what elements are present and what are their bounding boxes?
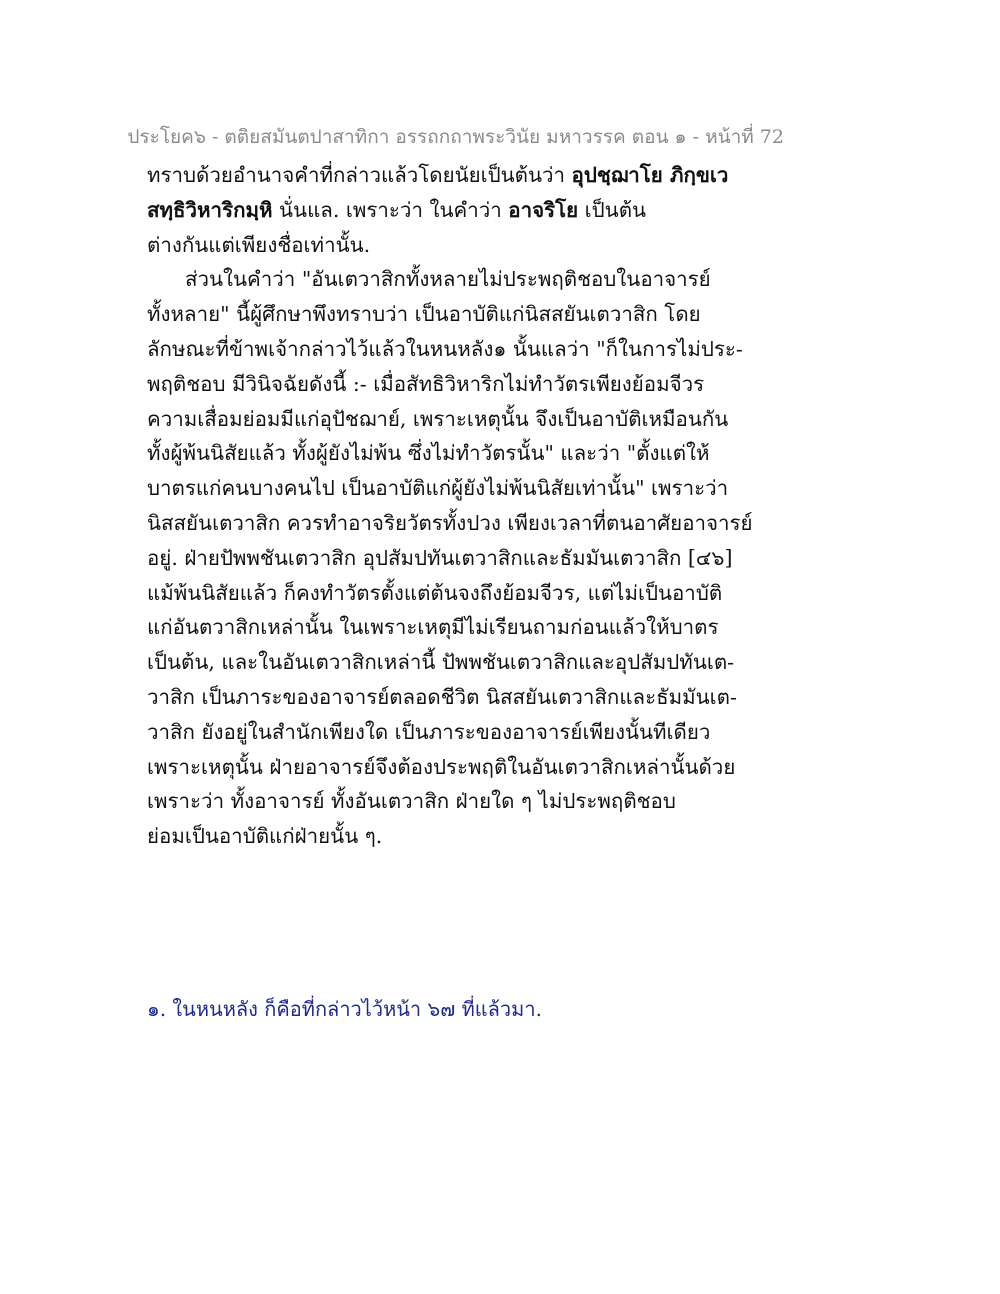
text-line: ลักษณะที่ข้าพเจ้ากล่าวไว้แล้วในหนหลัง๑ นั้นแลว่า "ก็ในการไม่ประ-	[147, 336, 743, 361]
text-line: ทราบด้วยอำนาจคำที่กล่าวแล้วโดยนัยเป็นต้นว่า อุปชฺฌาโย ภิกฺขเว	[147, 163, 729, 187]
text-line: อยู่. ฝ่ายปัพพชันเตวาสิก อุปสัมปทันเตวาสิกและธัมมันเตวาสิก [๔๖]	[147, 545, 733, 570]
text-line: เพราะเหตุนั้น ฝ่ายอาจารย์จึงต้องประพฤติในอันเตวาสิกเหล่านั้นด้วย	[147, 754, 736, 779]
text-line: พฤติชอบ มีวินิจฉัยดังนี้ :- เมื่อสัทธิวิหาริกไม่ทำวัตรเพียงย้อมจีวร	[147, 371, 705, 396]
text-line: วาสิก ยังอยู่ในสำนักเพียงใด เป็นภาระของอาจารย์เพียงนั้นทีเดียว	[147, 719, 711, 744]
text-line: ส่วนในคำว่า "อันเตวาสิกทั้งหลายไม่ประพฤติชอบในอาจารย์	[185, 267, 711, 292]
text-line: วาสิก เป็นภาระของอาจารย์ตลอดชีวิต นิสสยันเตวาสิกและธัมมันเต-	[147, 684, 737, 709]
text-line: ความเสื่อมย่อมมีแก่อุปัชฌาย์, เพราะเหตุนั้น จึงเป็นอาบัติเหมือนกัน	[147, 406, 729, 431]
text-line: แก่อันตวาสิกเหล่านั้น ในเพราะเหตุมีไม่เรียนถามก่อนแล้วให้บาตร	[147, 615, 719, 640]
footnote: ๑. ในหนหลัง ก็คือที่กล่าวไว้หน้า ๖๗ ที่แล้วมา.	[147, 997, 542, 1021]
text-line: เพราะว่า ทั้งอาจารย์ ทั้งอันเตวาสิก ฝ่ายใด ๆ ไม่ประพฤติชอบ	[147, 789, 676, 814]
text-line: แม้พ้นนิสัยแล้ว ก็คงทำวัตรตั้งแต่ต้นจงถึงย้อมจีวร, แต่ไม่เป็นอาบัติ	[147, 580, 723, 605]
text-line: ต่างกันแต่เพียงชื่อเท่านั้น.	[147, 232, 371, 257]
text-line: ทั้งหลาย" นี้ผู้ศึกษาพึงทราบว่า เป็นอาบัติแก่นิสสยันเตวาสิก โดย	[147, 302, 701, 327]
text-line: นิสสยันเตวาสิก ควรทำอาจริยวัตรทั้งปวง เพียงเวลาที่ตนอาศัยอาจารย์	[147, 510, 753, 535]
text-line: สทฺธิวิหาริกมฺหิ นั่นแล. เพราะว่า ในคำว่า อาจริโย เป็นต้น	[147, 197, 647, 222]
text-line: เป็นต้น, และในอันเตวาสิกเหล่านี้ ปัพพชันเตวาสิกและอุปสัมปทันเต-	[147, 650, 735, 675]
text-line: ย่อมเป็นอาบัติแก่ฝ่ายนั้น ๆ.	[147, 824, 383, 849]
page-header: ประโยค๖ - ตติยสมันตปาสาทิกา อรรถกถาพระวินัย มหาวรรค ตอน ๑ - หน้าที่ 72	[127, 126, 784, 148]
body-text	[147, 158, 753, 854]
text-line: บาตรแก่คนบางคนไป เป็นอาบัติแก่ผู้ยังไม่พ้นนิสัยเท่านั้น" เพราะว่า	[147, 476, 729, 501]
text-line: ทั้งผู้พ้นนิสัยแล้ว ทั้งผู้ยังไม่พ้น ซึ่งไม่ทำวัตรนั้น" และว่า "ตั้งแต่ให้	[147, 441, 710, 466]
